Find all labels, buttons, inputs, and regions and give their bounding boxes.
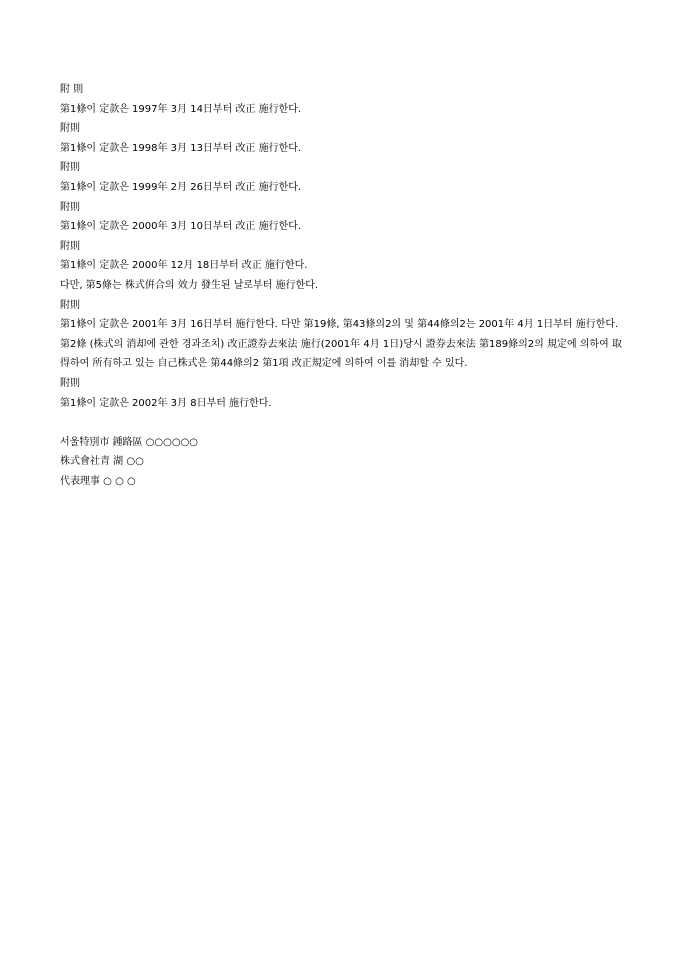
spacer [60, 413, 622, 433]
signature-address: 서울特別市 鍾路區 ○○○○○○ [60, 436, 199, 448]
addendum-heading: 附 則 [60, 84, 84, 95]
article-line: 第1條이 定款은 2000年 12月 18日부터 改正 施行한다. [60, 260, 308, 272]
document-body [60, 80, 622, 491]
addendum-heading: 附則 [60, 299, 80, 311]
article-line: 第1條이 定款은 1999年 2月 26日부터 改正 施行한다. [60, 181, 302, 193]
article-line: 第1條이 定款은 1997年 3月 14日부터 改正 施行한다. [60, 103, 302, 115]
addendum-heading: 附則 [60, 201, 80, 213]
article-line: 第1條이 定款은 2002年 3月 8日부터 施行한다. [60, 397, 272, 409]
article-line: 第1條이 定款은 2000年 3月 10日부터 改正 施行한다. [60, 221, 302, 233]
addendum-heading: 附則 [60, 123, 80, 135]
addendum-heading: 附則 [60, 240, 80, 252]
signature-representative: 代表理事 ○ ○ ○ [60, 475, 136, 487]
addendum-heading: 附則 [60, 377, 80, 389]
article-paragraph: 第1條이 定款은 2001年 3月 16日부터 施行한다. 다만 第19條, 第43條의2의 및 第44條의2는 2001年 4月 1日부터 施行한다. [60, 319, 619, 331]
proviso-line: 다만, 第5條는 株式倂合의 效力 發生된 날로부터 施行한다. [60, 279, 319, 291]
transitional-paragraph: 第2條 (株式의 消却에 관한 경과조치) 改正證券去來法 施行(2001年 4月 1日)당시 證券去來法 第189條의2의 規定에 의하여 取得하여 所有하고 있는 自己株式은 第44條의2 第1項 改正規定에 의하여 이를 消却할 수 있다. [60, 338, 622, 370]
addendum-heading: 附則 [60, 162, 80, 174]
signature-company: 株式會社青 湖 ○○ [60, 456, 144, 468]
article-line: 第1條이 定款은 1998年 3月 13日부터 改正 施行한다. [60, 142, 302, 154]
